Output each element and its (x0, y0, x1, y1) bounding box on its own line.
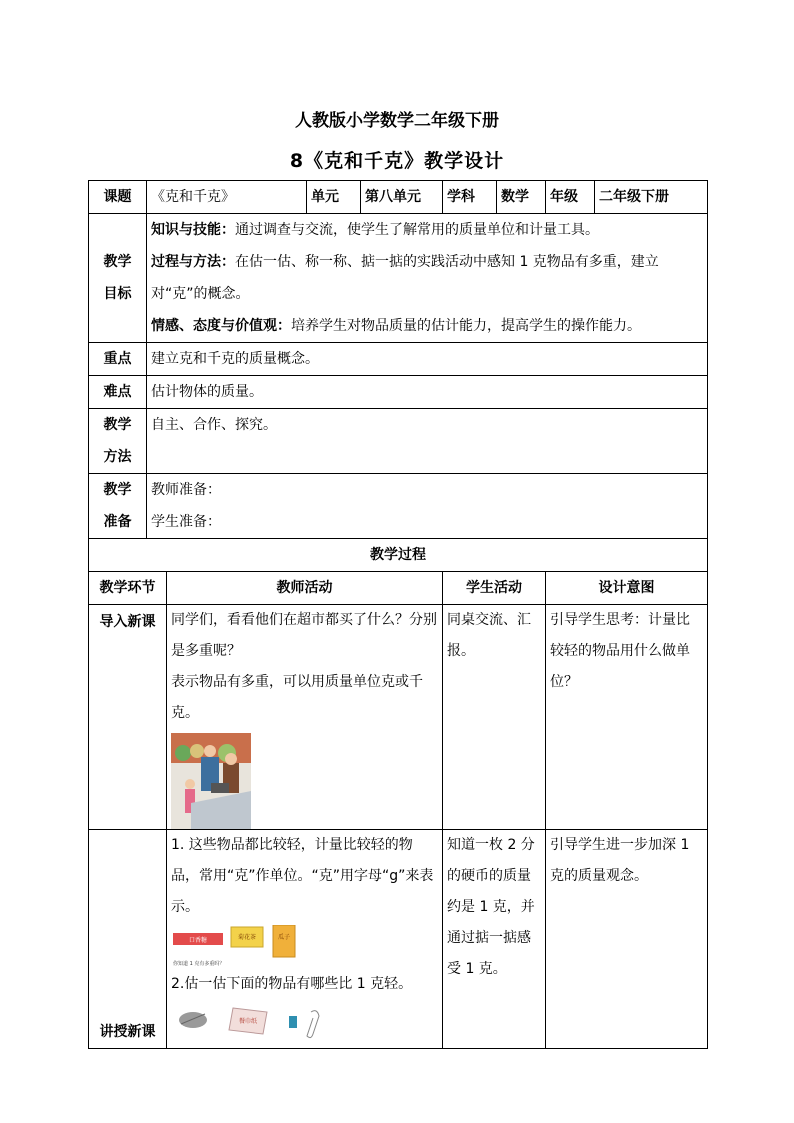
unit-label: 单元 (307, 181, 361, 214)
lesson-title: 8《克和千克》教学设计 (289, 150, 505, 172)
intro-intent: 引导学生思考：计量比较轻的物品用什么做单位？ (546, 605, 708, 830)
subject-label: 学科 (443, 181, 497, 214)
tissue-label: 餐巾纸 (238, 1018, 258, 1025)
difficulty-row (89, 376, 708, 409)
subject-value: 数学 (497, 181, 546, 214)
goal-process: 过程与方法：在估一估、称一称、掂一掂的实践活动中感知 1 克物品有多重，建立对“克”的概念。 (151, 254, 659, 302)
intro-stage: 导入新课 (89, 605, 167, 830)
topic-label: 课题 (89, 181, 147, 214)
col-stage: 教学环节 (89, 572, 167, 605)
key-label: 重点 (89, 343, 147, 376)
main-row (89, 830, 708, 1049)
prep-label: 教学 准备 (89, 474, 147, 539)
key-row (89, 343, 708, 376)
lesson-plan-table (88, 180, 708, 1049)
main-teacher: 1. 这些物品都比较轻，计量比较轻的物品，常用“克”作单位。“克”用字母“g”来表示。 口香糖 菊花茶 瓜子 你知道 1 克有多重吗？ 2.估一估下面的物品有哪些比 1 克轻。 餐巾纸 (167, 830, 443, 1049)
gum-label: 口香糖 (188, 937, 208, 944)
tea-label: 菊花茶 (237, 934, 257, 941)
seeds-label: 瓜子 (277, 934, 291, 941)
prep-content (147, 474, 708, 539)
intro-row (89, 605, 708, 830)
header-row (89, 181, 708, 214)
process-columns-row (89, 572, 708, 605)
topic-value: 《克和千克》 (147, 181, 307, 214)
goals-label: 教学 目标 (89, 214, 147, 343)
method-value: 自主、合作、探究。 (147, 409, 708, 474)
estimate-items-picture (171, 1002, 331, 1042)
grade-label: 年级 (546, 181, 595, 214)
light-items-picture (171, 925, 311, 969)
key-value: 建立克和千克的质量概念。 (147, 343, 708, 376)
unit-value: 第八单元 (361, 181, 443, 214)
intro-teacher: 同学们，看看他们在超市都买了什么？分别是多重呢？ 表示物品有多重，可以用质量单位克或千克。 (167, 605, 443, 830)
document-title: 人教版小学数学二年级下册 (295, 111, 499, 131)
col-teacher: 教师活动 (167, 572, 443, 605)
main-stage: 讲授新课 (89, 830, 167, 1049)
goals-content (147, 214, 708, 343)
main-student: 知道一枚 2 分的硬币的质量约是 1 克，并通过掂一掂感受 1 克。 (443, 830, 546, 1049)
main-intent: 引导学生进一步加深 1 克的质量观念。 (546, 830, 708, 1049)
method-row (89, 409, 708, 474)
goal-emotion: 情感、态度与价值观：培养学生对物品质量的估计能力，提高学生的操作能力。 (151, 318, 641, 334)
col-student: 学生活动 (443, 572, 546, 605)
method-label: 教学 方法 (89, 409, 147, 474)
picture-caption: 你知道 1 克有多重吗？ (173, 961, 225, 967)
col-intent: 设计意图 (546, 572, 708, 605)
teacher-prep: 教师准备： (151, 482, 221, 498)
grade-value: 二年级下册 (595, 181, 708, 214)
process-heading: 教学过程 (89, 539, 708, 572)
difficulty-value: 估计物体的质量。 (147, 376, 708, 409)
supermarket-illustration (171, 733, 251, 829)
prep-row (89, 474, 708, 539)
process-heading-row (89, 539, 708, 572)
student-prep: 学生准备： (151, 514, 221, 530)
goals-row (89, 214, 708, 343)
goal-knowledge: 知识与技能：通过调查与交流，使学生了解常用的质量单位和计量工具。 (151, 222, 599, 238)
difficulty-label: 难点 (89, 376, 147, 409)
intro-student: 同桌交流、汇报。 (443, 605, 546, 830)
